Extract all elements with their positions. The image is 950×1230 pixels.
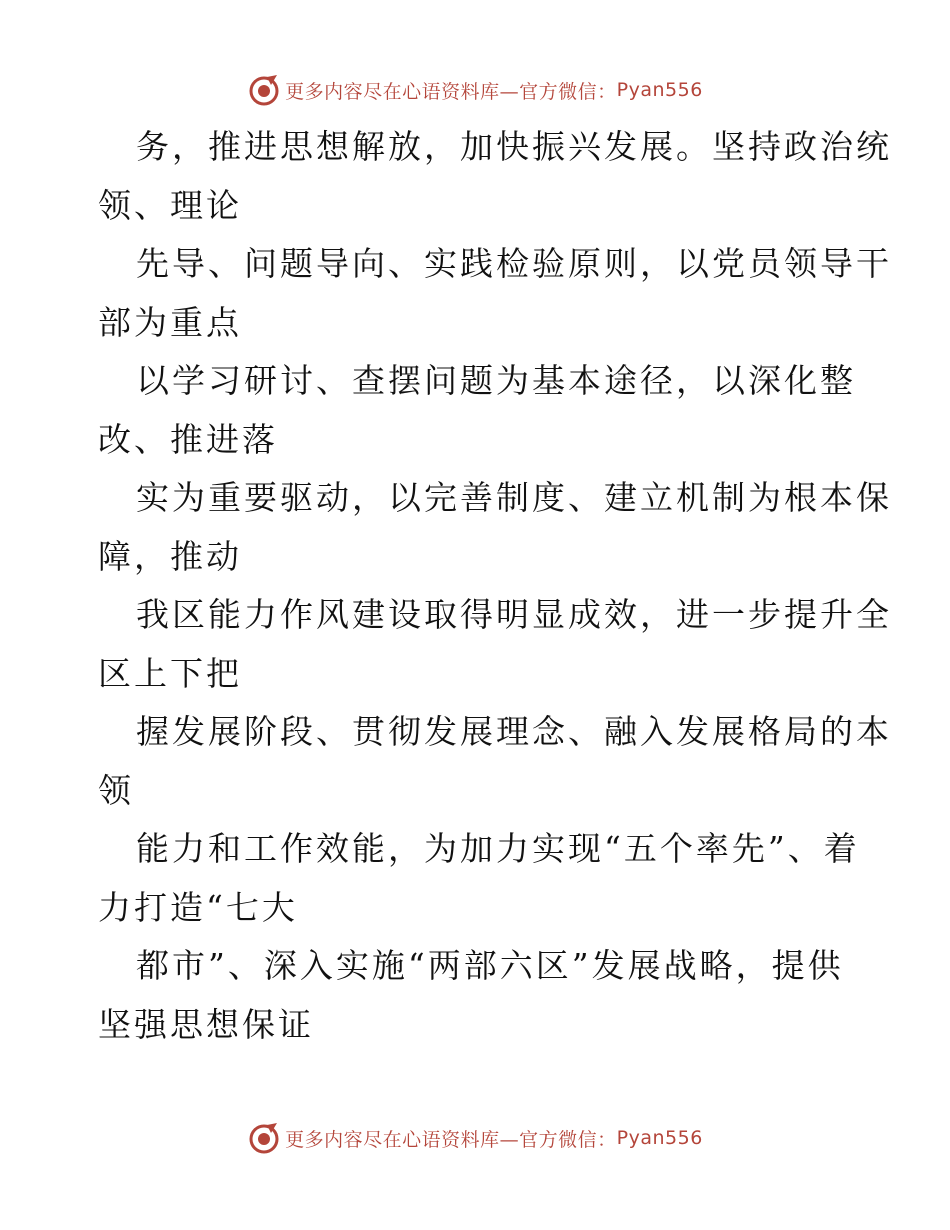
- body-line: 先导、问题导向、实践检验原则，以党员领导干: [136, 244, 892, 283]
- header-wechat-id: Pyan556: [616, 79, 703, 101]
- body-line: 障，推动: [98, 536, 242, 576]
- header-banner: [0, 70, 950, 110]
- header-text: 更多内容尽在心语资料库—官方微信：: [285, 80, 617, 103]
- body-line: 坚强思想保证: [98, 1004, 314, 1044]
- body-line: 力打造“七大: [98, 887, 298, 927]
- body-line: 实为重要驱动，以完善制度、建立机制为根本保: [136, 478, 892, 517]
- footer-text: 更多内容尽在心语资料库—官方微信：: [285, 1128, 617, 1151]
- logo-icon: [247, 73, 281, 107]
- body-line: 我区能力作风建设取得明显成效，进一步提升全: [136, 595, 892, 634]
- footer-banner: [0, 1118, 950, 1158]
- body-line: 都市”、深入实施“两部六区”发展战略，提供: [136, 946, 844, 985]
- body-line: 能力和工作效能，为加力实现“五个率先”、着: [136, 829, 860, 868]
- body-line: 改、推进落: [98, 419, 278, 459]
- document-body: [98, 118, 892, 1054]
- body-line: 务，推进思想解放，加快振兴发展。坚持政治统: [136, 127, 892, 166]
- body-line: 以学习研讨、查摆问题为基本途径，以深化整: [136, 361, 856, 400]
- body-line: 区上下把: [98, 653, 242, 693]
- body-line: 握发展阶段、贯彻发展理念、融入发展格局的本: [136, 712, 892, 751]
- body-line: 部为重点: [98, 302, 242, 342]
- footer-wechat-id: Pyan556: [616, 1127, 703, 1149]
- logo-icon: [247, 1121, 281, 1155]
- body-line: 领: [98, 770, 134, 810]
- body-line: 领、理论: [98, 185, 242, 225]
